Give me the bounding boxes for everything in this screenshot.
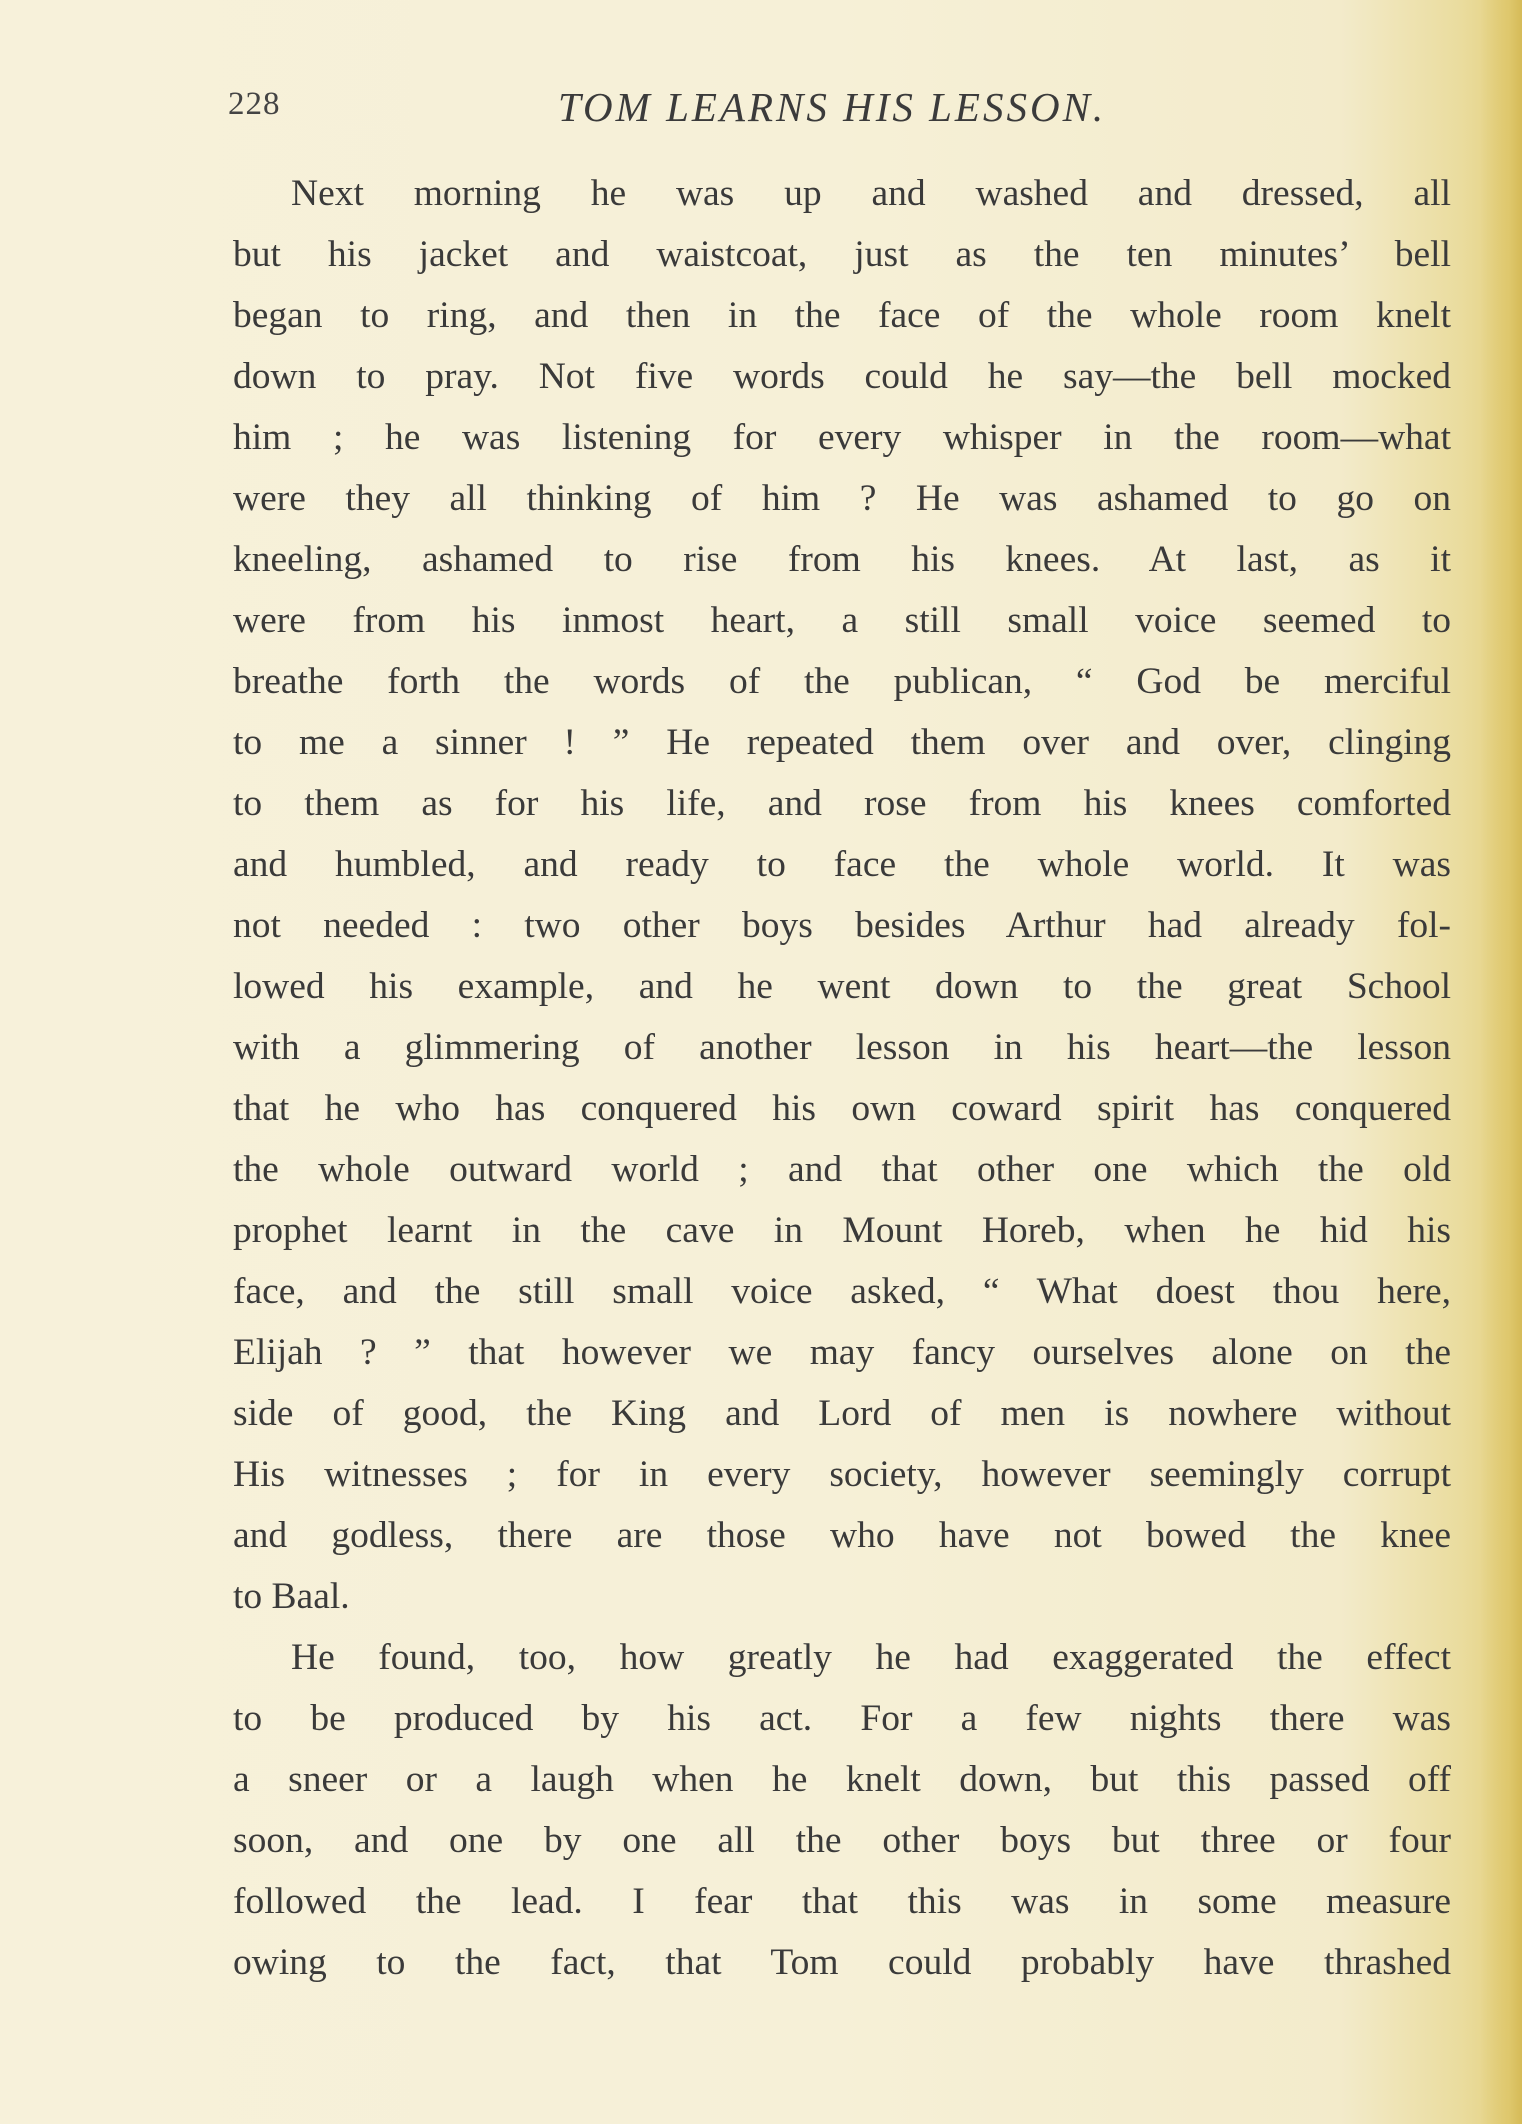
text-line: him ; he was listening for every whisper in the room—what <box>233 417 1451 458</box>
text-line: to me a sinner ! ” He repeated them over and over, clinging <box>233 722 1451 763</box>
page-number: 228 <box>228 86 281 122</box>
text-line: began to ring, and then in the face of the whole room knelt <box>233 295 1451 336</box>
text-line: to Baal. <box>233 1576 350 1617</box>
text-line: but his jacket and waistcoat, just as the ten minutes’ bell <box>233 234 1451 275</box>
text-line: were from his inmost heart, a still small voice seemed to <box>233 600 1451 641</box>
text-line: to be produced by his act. For a few nights there was <box>233 1698 1451 1739</box>
text-line: breathe forth the words of the publican, “ God be merciful <box>233 661 1451 702</box>
text-line: to them as for his life, and rose from his knees comforted <box>233 783 1451 824</box>
text-line: a sneer or a laugh when he knelt down, but this passed off <box>233 1759 1451 1800</box>
text-line: not needed : two other boys besides Arthur had already fol- <box>233 905 1451 946</box>
text-line: down to pray. Not five words could he say—the bell mocked <box>233 356 1451 397</box>
text-line: prophet learnt in the cave in Mount Horeb, when he hid his <box>233 1210 1451 1251</box>
text-line: face, and the still small voice asked, “ What doest thou here, <box>233 1271 1451 1312</box>
page-edge-shading <box>1480 0 1522 2124</box>
text-line: His witnesses ; for in every society, however seemingly corrupt <box>233 1454 1451 1495</box>
text-line: the whole outward world ; and that other one which the old <box>233 1149 1451 1190</box>
text-line: He found, too, how greatly he had exaggerated the effect <box>291 1637 1451 1678</box>
text-line: owing to the fact, that Tom could probably have thrashed <box>233 1942 1451 1983</box>
text-line: that he who has conquered his own coward spirit has conquered <box>233 1088 1451 1129</box>
text-line: with a glimmering of another lesson in his heart—the lesson <box>233 1027 1451 1068</box>
running-head <box>228 86 1453 146</box>
text-line: side of good, the King and Lord of men is nowhere without <box>233 1393 1451 1434</box>
running-title: TOM LEARNS HIS LESSON. <box>558 84 1107 130</box>
text-line: kneeling, ashamed to rise from his knees. At last, as it <box>233 539 1451 580</box>
text-line: Next morning he was up and washed and dressed, all <box>291 173 1451 214</box>
text-line: lowed his example, and he went down to the great School <box>233 966 1451 1007</box>
text-line: Elijah ? ” that however we may fancy ourselves alone on the <box>233 1332 1451 1373</box>
text-line: soon, and one by one all the other boys but three or four <box>233 1820 1451 1861</box>
body-text <box>233 163 1451 1993</box>
text-line: were they all thinking of him ? He was ashamed to go on <box>233 478 1451 519</box>
text-line: and godless, there are those who have not bowed the knee <box>233 1515 1451 1556</box>
text-line: followed the lead. I fear that this was in some measure <box>233 1881 1451 1922</box>
text-line: and humbled, and ready to face the whole world. It was <box>233 844 1451 885</box>
